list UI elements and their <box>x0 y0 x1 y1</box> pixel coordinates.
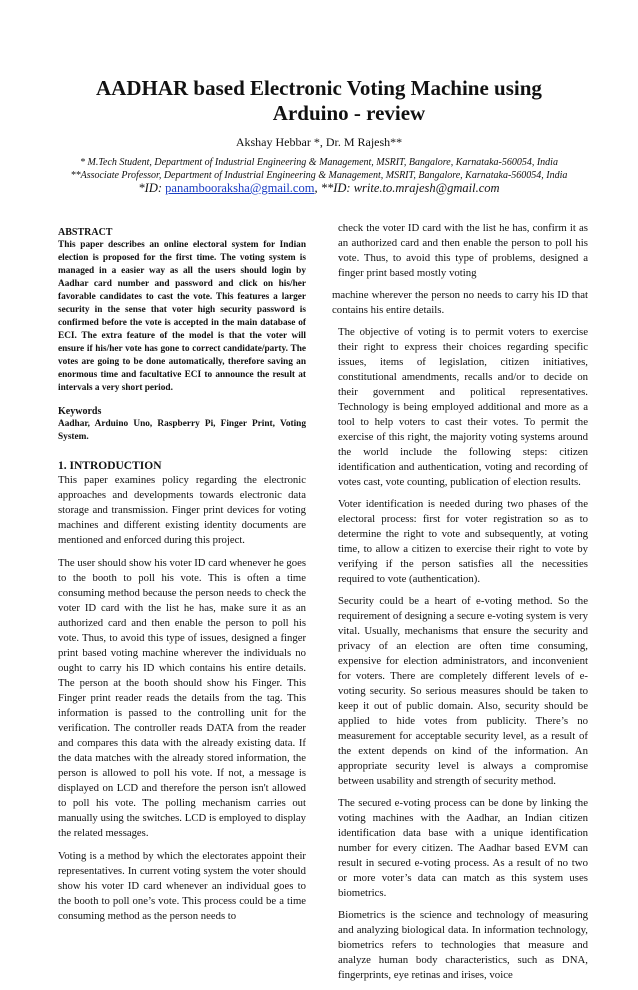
body-paragraph: Voter identification is needed during two phases of the electoral process: first for voter registration so as to determine the right to vote and subsequently, at voting time, to allow a citizen to exercise their right to vote by verifying if the person satisfies all the necessities required to vote (authentication). <box>338 498 588 585</box>
body-paragraph: check the voter ID card with the list he has, confirm it as an authorized card and then enable the person to poll his vote. Thus, to avoid this type of problems, designed a finger print based mostly voting <box>338 222 588 279</box>
authors: Akshay Hebbar *, Dr. M Rajesh** <box>235 135 403 149</box>
email-separator: , **ID: <box>314 181 354 195</box>
right-column <box>332 221 588 990</box>
intro-paragraph: The user should show his voter ID card whenever he goes to the booth to poll his vote. This is often a time consuming method because the person needs to check the voter ID card with the list he has, make sure it as an authorized card and then enable the person to poll his vote. Thus, to avoid this type of issues, designed a finger print based voting machine wherever the individuals no ought to carry his ID which contains his entire details. The person at the booth should show his Finger. This Finger print reader reads the details from the tag. This information is passed to the controlling unit for the verification. The controller reads DATA from the reader and compares this data with the already existing data. If the data matches with the already stored information, the person is allowed to poll his vote. If not, a message is displayed on LCD and therefore the person isn't allowed to poll his vote. The polling mechanism carries out manually using the switches. LCD is employed to display the related messages. <box>58 557 306 839</box>
left-column <box>58 226 306 932</box>
body-paragraph: Biometrics is the science and technology of measuring and analyzing biological data. In information technology, biometrics refers to technologies that measure and analyze human body characteristics, such as DNA, fingerprints, eye retinas and irises, voice <box>338 909 588 981</box>
abstract-text: This paper describes an online electoral system for Indian election is proposed for the first time. The voting system is managed in a easier way as all the users should login by Aadhar card number and password and click on his/her favorable candidates to cast the vote. This features a larger security in the sense that voter high security password is confirmed before the vote is accepted in the main database of ECI. The extra feature of the model is that the voter will ensure if his/her vote has gone to correct candidate/party. The votes are going to be done automatically, therefore saving an enormous time and facultative ECI to announce the result at intervals a very short period. <box>58 240 306 393</box>
intro-paragraph: Voting is a method by which the electorates appoint their representatives. In current voting system the voter should show his voter ID card whenever an individual goes to the booth to poll one’s vote. This process could be a time consuming method as the person needs to <box>58 850 306 922</box>
author-emails <box>0 181 638 196</box>
title-line-2: Arduino - review <box>272 101 426 125</box>
body-paragraph: The secured e-voting process can be done by linking the voting machines with the Aadhar, an Indian citizen identification data base with a unique identification number for every citizen. The Aadhar based EVM can result in secured e-voting process. As a result of no two or more voter’s data can match as this system uses biometrics. <box>338 797 588 899</box>
affiliation-2: **Associate Professor, Department of Industrial Engineering & Management, MSRIT, Bangalore, Karnataka-560054, India <box>70 170 568 181</box>
intro-paragraph: This paper examines policy regarding the electronic approaches and developments towards electronic data storage and transmission. Finger print devices for voting machines and different existing identity documents are mentioned and enforced during this project. <box>58 474 306 546</box>
email-2: write.to.mrajesh@gmail.com <box>353 181 500 195</box>
introduction-heading: 1. INTRODUCTION <box>58 460 162 472</box>
email-link-1[interactable]: panambooraksha@gmail.com <box>165 181 315 195</box>
body-paragraph: The objective of voting is to permit voters to exercise their right to express their choices regarding specific issues, items of legislation, citizen initiatives, constitutional amendments, recalls and/or to decide on their government and political representatives. Technology is being employed additional and more as a tool to help voters to cast their votes. To permit the exercise of this right, the majority voting systems around the world include the following steps: citizen identification and authentication, voting and recording of votes cast, vote counting, publication of election results. <box>338 326 588 488</box>
keywords-heading: Keywords <box>58 406 102 417</box>
affiliation-1: * M.Tech Student, Department of Industrial Engineering & Management, MSRIT, Bangalore, Karnataka-560054, India <box>80 157 558 168</box>
abstract-heading: ABSTRACT <box>58 227 113 238</box>
email-prefix-1: *ID: <box>138 181 166 195</box>
keywords-text: Aadhar, Arduino Uno, Raspberry Pi, Finger Print, Voting System. <box>58 419 306 442</box>
paper-title <box>0 76 638 126</box>
body-paragraph: machine wherever the person no needs to carry his ID that contains his entire details. <box>332 289 588 316</box>
body-paragraph: Security could be a heart of e-voting method. So the requirement of designing a secure e-voting system is very vital. Usually, mechanisms that ensure the security and privacy of an election are often time consuming, expensive for election administrators, and inconvenient for voters. There are completely different levels of e-voting security. So serious measures should be taken to keep it out of public domain. Also, security should be applied to hide votes from publicity. There’s no measurement for acceptable security level, as a result of the extent depends on kind of the information. An appropriate security level is always a compromise between usability and strength of security method. <box>338 595 588 787</box>
title-line-1: AADHAR based Electronic Voting Machine using <box>96 76 542 100</box>
